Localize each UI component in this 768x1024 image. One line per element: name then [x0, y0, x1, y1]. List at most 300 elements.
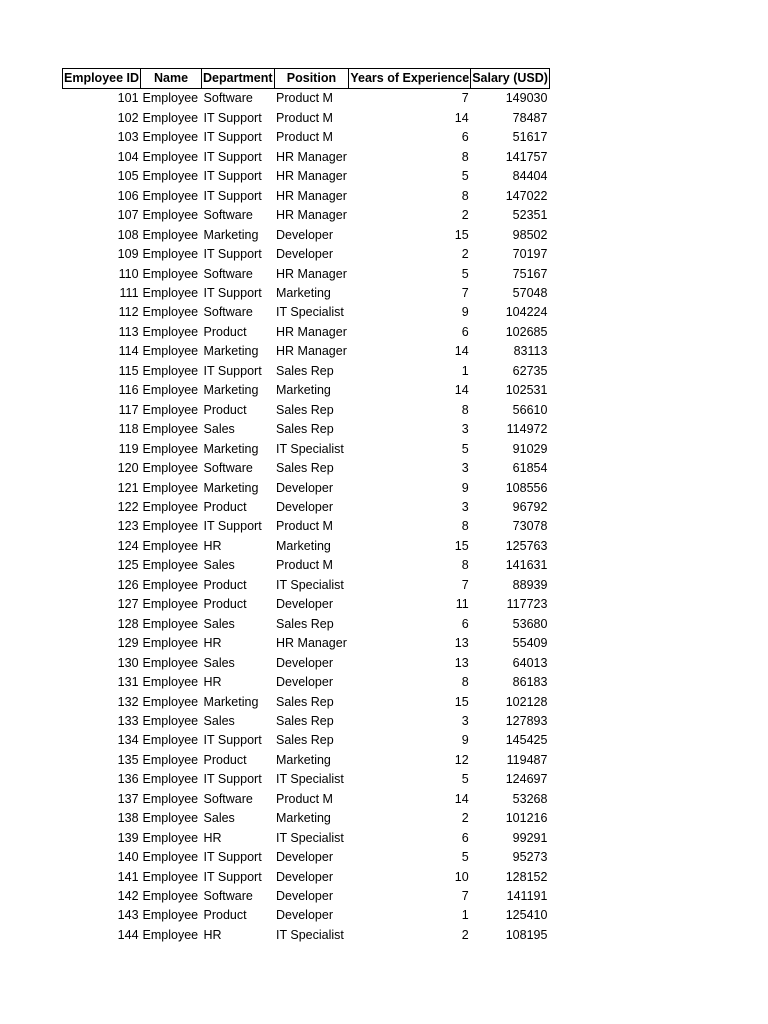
cell-employee-id[interactable]: 108	[117, 227, 139, 242]
table-row	[63, 537, 550, 556]
cell-employee-id[interactable]: 123	[117, 519, 139, 534]
cell-name[interactable]: Employee	[142, 305, 199, 320]
cell-name[interactable]: Employee	[142, 694, 199, 709]
cell-name[interactable]: Employee	[142, 285, 199, 300]
cell-position[interactable]: Sales Rep	[276, 713, 334, 728]
cell-years[interactable]: 3	[461, 713, 469, 728]
cell-years[interactable]: 1	[461, 363, 469, 378]
cell-department[interactable]: Marketing	[203, 344, 259, 359]
cell-position[interactable]: HR Manager	[276, 169, 347, 184]
cell-employee-id[interactable]: 106	[117, 188, 139, 203]
table-row	[63, 109, 550, 128]
cell-years[interactable]: 3	[461, 461, 469, 476]
header-employee-id[interactable]: Employee ID	[63, 69, 141, 89]
cell-name[interactable]: Employee	[142, 713, 199, 728]
cell-name[interactable]: Employee	[142, 655, 199, 670]
cell-salary[interactable]: 56610	[512, 402, 548, 417]
cell-department[interactable]: Product	[203, 597, 247, 612]
cell-position[interactable]: IT Specialist	[276, 577, 344, 592]
cell-position[interactable]: Developer	[276, 480, 333, 495]
cell-years[interactable]: 13	[454, 636, 469, 651]
table-row	[63, 654, 550, 673]
header-department[interactable]: Department	[202, 69, 274, 89]
cell-department[interactable]: Software	[203, 305, 253, 320]
cell-employee-id[interactable]: 125	[117, 558, 139, 573]
cell-salary[interactable]: 70197	[512, 247, 548, 262]
cell-position[interactable]: HR Manager	[276, 324, 347, 339]
cell-salary[interactable]: 57048	[512, 285, 548, 300]
cell-employee-id[interactable]: 116	[118, 383, 139, 398]
cell-salary[interactable]: 141191	[506, 889, 548, 904]
cell-name[interactable]: Employee	[142, 577, 199, 592]
cell-name[interactable]: Employee	[142, 266, 199, 281]
cell-years[interactable]: 14	[454, 383, 469, 398]
cell-department[interactable]: IT Support	[203, 519, 262, 534]
cell-years[interactable]: 1	[461, 908, 469, 923]
cell-employee-id[interactable]: 133	[117, 713, 139, 728]
cell-position[interactable]: IT Specialist	[276, 305, 344, 320]
table-row	[63, 693, 550, 712]
table-row	[63, 342, 550, 361]
cell-name[interactable]: Employee	[142, 538, 199, 553]
cell-employee-id[interactable]: 114	[118, 344, 139, 359]
cell-employee-id[interactable]: 107	[117, 208, 139, 223]
cell-department[interactable]: Software	[203, 889, 253, 904]
cell-name[interactable]: Employee	[142, 675, 199, 690]
cell-employee-id[interactable]: 136	[117, 772, 139, 787]
cell-years[interactable]: 15	[454, 538, 469, 553]
cell-salary[interactable]: 61854	[512, 461, 548, 476]
cell-employee-id[interactable]: 140	[117, 850, 139, 865]
cell-position[interactable]: HR Manager	[276, 149, 347, 164]
cell-employee-id[interactable]: 138	[117, 811, 139, 826]
cell-employee-id[interactable]: 109	[117, 247, 139, 262]
cell-employee-id[interactable]: 139	[117, 830, 139, 845]
cell-salary[interactable]: 98502	[512, 227, 548, 242]
cell-years[interactable]: 6	[461, 830, 469, 845]
cell-position[interactable]: Marketing	[276, 752, 331, 767]
cell-salary[interactable]: 145425	[505, 733, 548, 748]
cell-department[interactable]: IT Support	[203, 285, 262, 300]
cell-position[interactable]: Marketing	[276, 285, 331, 300]
cell-employee-id[interactable]: 121	[117, 480, 139, 495]
cell-department[interactable]: Sales	[203, 558, 235, 573]
cell-years[interactable]: 14	[454, 344, 469, 359]
cell-years[interactable]: 13	[454, 655, 469, 670]
cell-employee-id[interactable]: 110	[118, 266, 139, 281]
cell-department[interactable]: IT Support	[203, 188, 262, 203]
cell-department[interactable]: Sales	[203, 422, 235, 437]
cell-employee-id[interactable]: 113	[118, 324, 139, 339]
cell-name[interactable]: Employee	[142, 130, 199, 145]
cell-salary[interactable]: 125410	[505, 908, 548, 923]
cell-position[interactable]: Developer	[276, 499, 333, 514]
cell-name[interactable]: Employee	[142, 344, 199, 359]
cell-employee-id[interactable]: 122	[117, 499, 139, 514]
cell-name[interactable]: Employee	[142, 169, 199, 184]
cell-years[interactable]: 7	[461, 91, 469, 106]
cell-years[interactable]: 15	[454, 227, 469, 242]
cell-years[interactable]: 8	[461, 149, 469, 164]
table-row	[63, 401, 550, 420]
cell-position[interactable]: Sales Rep	[276, 694, 334, 709]
cell-department[interactable]: IT Support	[203, 169, 262, 184]
cell-years[interactable]: 5	[461, 266, 469, 281]
cell-years[interactable]: 15	[454, 694, 469, 709]
cell-employee-id[interactable]: 134	[117, 733, 139, 748]
cell-years[interactable]: 3	[461, 422, 469, 437]
cell-salary[interactable]: 147022	[505, 188, 548, 203]
cell-salary[interactable]: 102685	[505, 324, 548, 339]
cell-name[interactable]: Employee	[142, 461, 199, 476]
header-salary[interactable]: Salary (USD)	[471, 69, 550, 89]
cell-salary[interactable]: 73078	[512, 519, 548, 534]
cell-employee-id[interactable]: 103	[117, 130, 139, 145]
table-row	[63, 556, 550, 575]
cell-name[interactable]: Employee	[142, 908, 199, 923]
cell-department[interactable]: Software	[203, 461, 253, 476]
cell-name[interactable]: Employee	[142, 402, 199, 417]
cell-department[interactable]: HR	[203, 636, 222, 651]
table-row	[63, 906, 550, 925]
cell-employee-id[interactable]: 118	[118, 422, 139, 437]
cell-salary[interactable]: 114972	[506, 422, 548, 437]
cell-name[interactable]: Employee	[142, 791, 199, 806]
cell-position[interactable]: IT Specialist	[276, 830, 344, 845]
cell-position[interactable]: Sales Rep	[276, 616, 334, 631]
table-row	[63, 187, 550, 206]
cell-salary[interactable]: 101216	[505, 811, 548, 826]
cell-department[interactable]: Product	[203, 499, 247, 514]
cell-name[interactable]: Employee	[142, 363, 199, 378]
cell-employee-id[interactable]: 115	[118, 363, 139, 378]
cell-employee-id[interactable]: 119	[118, 441, 139, 456]
cell-years[interactable]: 9	[461, 733, 469, 748]
cell-department[interactable]: Software	[203, 266, 253, 281]
cell-position[interactable]: HR Manager	[276, 344, 347, 359]
cell-position[interactable]: IT Specialist	[276, 772, 344, 787]
cell-name[interactable]: Employee	[142, 188, 199, 203]
cell-department[interactable]: Marketing	[203, 694, 259, 709]
cell-position[interactable]: Developer	[276, 655, 333, 670]
cell-salary[interactable]: 108556	[505, 480, 548, 495]
cell-position[interactable]: HR Manager	[276, 266, 347, 281]
cell-position[interactable]: Sales Rep	[276, 461, 334, 476]
cell-salary[interactable]: 84404	[512, 169, 548, 184]
cell-position[interactable]: IT Specialist	[276, 927, 344, 942]
cell-employee-id[interactable]: 128	[117, 616, 139, 631]
cell-salary[interactable]: 51617	[512, 130, 548, 145]
table-row	[63, 829, 550, 848]
cell-employee-id[interactable]: 143	[117, 908, 139, 923]
cell-salary[interactable]: 53268	[512, 791, 548, 806]
cell-salary[interactable]: 128152	[505, 869, 548, 884]
cell-position[interactable]: HR Manager	[276, 208, 347, 223]
cell-position[interactable]: Product M	[276, 130, 333, 145]
cell-salary[interactable]: 55409	[512, 636, 548, 651]
cell-employee-id[interactable]: 111	[119, 285, 139, 300]
cell-department[interactable]: Product	[203, 908, 247, 923]
cell-salary[interactable]: 86183	[512, 675, 548, 690]
cell-employee-id[interactable]: 131	[117, 675, 139, 690]
cell-salary[interactable]: 104224	[505, 305, 548, 320]
cell-salary[interactable]: 53680	[512, 616, 548, 631]
table-row	[63, 809, 550, 828]
table-row	[63, 595, 550, 614]
table-row	[63, 245, 550, 264]
cell-years[interactable]: 8	[461, 519, 469, 534]
cell-position[interactable]: Developer	[276, 850, 333, 865]
cell-salary[interactable]: 64013	[512, 655, 548, 670]
cell-years[interactable]: 5	[461, 441, 469, 456]
cell-name[interactable]: Employee	[142, 597, 199, 612]
cell-position[interactable]: Sales Rep	[276, 402, 334, 417]
table-row	[63, 381, 550, 400]
cell-department[interactable]: Marketing	[203, 480, 259, 495]
header-name[interactable]: Name	[141, 69, 202, 89]
cell-years[interactable]: 14	[454, 110, 469, 125]
header-years-of-experience[interactable]: Years of Experience	[349, 69, 471, 89]
cell-position[interactable]: Marketing	[276, 538, 331, 553]
cell-employee-id[interactable]: 135	[117, 752, 139, 767]
cell-department[interactable]: Marketing	[203, 227, 259, 242]
cell-department[interactable]: IT Support	[203, 363, 262, 378]
cell-salary[interactable]: 102531	[505, 383, 548, 398]
cell-name[interactable]: Employee	[142, 499, 199, 514]
cell-name[interactable]: Employee	[142, 227, 199, 242]
cell-salary[interactable]: 96792	[512, 499, 548, 514]
table-row	[63, 731, 550, 750]
cell-position[interactable]: Marketing	[276, 811, 331, 826]
cell-position[interactable]: HR Manager	[276, 188, 347, 203]
cell-years[interactable]: 9	[461, 480, 469, 495]
cell-position[interactable]: Developer	[276, 908, 333, 923]
cell-employee-id[interactable]: 130	[117, 655, 139, 670]
cell-position[interactable]: Marketing	[276, 383, 331, 398]
cell-salary[interactable]: 127893	[505, 713, 548, 728]
cell-department[interactable]: Software	[203, 91, 253, 106]
cell-name[interactable]: Employee	[142, 869, 199, 884]
cell-position[interactable]: Sales Rep	[276, 422, 334, 437]
cell-position[interactable]: Product M	[276, 791, 333, 806]
cell-position[interactable]: Developer	[276, 889, 333, 904]
cell-department[interactable]: IT Support	[203, 247, 262, 262]
cell-employee-id[interactable]: 141	[117, 869, 139, 884]
cell-name[interactable]: Employee	[142, 772, 199, 787]
cell-employee-id[interactable]: 120	[117, 461, 139, 476]
cell-salary[interactable]: 75167	[512, 266, 548, 281]
cell-salary[interactable]: 95273	[512, 850, 548, 865]
cell-department[interactable]: Marketing	[203, 383, 259, 398]
cell-name[interactable]: Employee	[142, 149, 199, 164]
table-row	[63, 167, 550, 186]
cell-department[interactable]: Sales	[203, 616, 235, 631]
cell-employee-id[interactable]: 126	[117, 577, 139, 592]
cell-name[interactable]: Employee	[142, 422, 199, 437]
cell-salary[interactable]: 83113	[513, 344, 548, 359]
table-row	[63, 887, 550, 906]
cell-years[interactable]: 6	[461, 324, 469, 339]
cell-years[interactable]: 8	[461, 402, 469, 417]
cell-department[interactable]: IT Support	[203, 130, 262, 145]
cell-department[interactable]: HR	[203, 538, 222, 553]
cell-employee-id[interactable]: 127	[117, 597, 139, 612]
cell-salary[interactable]: 125763	[505, 538, 548, 553]
cell-years[interactable]: 3	[461, 499, 469, 514]
cell-name[interactable]: Employee	[142, 636, 199, 651]
table-row	[63, 89, 550, 109]
cell-department[interactable]: Sales	[203, 713, 235, 728]
cell-employee-id[interactable]: 101	[117, 91, 139, 106]
cell-name[interactable]: Employee	[142, 927, 199, 942]
cell-years[interactable]: 14	[454, 791, 469, 806]
cell-years[interactable]: 2	[461, 208, 469, 223]
cell-years[interactable]: 9	[461, 305, 469, 320]
cell-department[interactable]: Software	[203, 791, 253, 806]
cell-salary[interactable]: 108195	[505, 927, 548, 942]
cell-department[interactable]: Product	[203, 324, 247, 339]
cell-department[interactable]: IT Support	[203, 869, 262, 884]
cell-years[interactable]: 8	[461, 675, 469, 690]
cell-employee-id[interactable]: 105	[117, 169, 139, 184]
cell-department[interactable]: IT Support	[203, 110, 262, 125]
table-row	[63, 770, 550, 789]
table-row	[63, 790, 550, 809]
cell-years[interactable]: 5	[461, 850, 469, 865]
cell-name[interactable]: Employee	[142, 247, 199, 262]
cell-position[interactable]: Developer	[276, 675, 333, 690]
table-row	[63, 751, 550, 770]
cell-department[interactable]: IT Support	[203, 850, 262, 865]
cell-name[interactable]: Employee	[142, 208, 199, 223]
cell-years[interactable]: 5	[461, 169, 469, 184]
cell-department[interactable]: Sales	[203, 811, 235, 826]
table-row	[63, 148, 550, 167]
cell-position[interactable]: Product M	[276, 91, 333, 106]
cell-employee-id[interactable]: 144	[117, 927, 139, 942]
cell-years[interactable]: 8	[461, 558, 469, 573]
cell-salary[interactable]: 141631	[505, 558, 548, 573]
cell-salary[interactable]: 91029	[512, 441, 548, 456]
cell-salary[interactable]: 52351	[512, 208, 548, 223]
cell-name[interactable]: Employee	[142, 558, 199, 573]
table-row	[63, 206, 550, 225]
cell-position[interactable]: Product M	[276, 558, 333, 573]
cell-department[interactable]: Sales	[203, 655, 235, 670]
cell-years[interactable]: 11	[455, 597, 469, 612]
cell-salary[interactable]: 119487	[506, 752, 548, 767]
cell-salary[interactable]: 149030	[505, 91, 548, 106]
cell-years[interactable]: 2	[461, 811, 469, 826]
header-position[interactable]: Position	[274, 69, 349, 89]
cell-employee-id[interactable]: 124	[117, 538, 139, 553]
cell-position[interactable]: Sales Rep	[276, 733, 334, 748]
cell-name[interactable]: Employee	[142, 850, 199, 865]
cell-department[interactable]: Product	[203, 752, 247, 767]
cell-years[interactable]: 8	[461, 188, 469, 203]
cell-name[interactable]: Employee	[142, 889, 199, 904]
cell-position[interactable]: Developer	[276, 247, 333, 262]
table-row	[63, 673, 550, 692]
cell-name[interactable]: Employee	[142, 519, 199, 534]
cell-employee-id[interactable]: 117	[118, 402, 139, 417]
cell-years[interactable]: 10	[454, 869, 469, 884]
cell-years[interactable]: 5	[461, 772, 469, 787]
cell-position[interactable]: Product M	[276, 110, 333, 125]
cell-department[interactable]: HR	[203, 927, 222, 942]
cell-position[interactable]: Product M	[276, 519, 333, 534]
cell-department[interactable]: Product	[203, 402, 247, 417]
cell-employee-id[interactable]: 104	[117, 149, 139, 164]
cell-name[interactable]: Employee	[142, 441, 199, 456]
cell-name[interactable]: Employee	[142, 110, 199, 125]
cell-salary[interactable]: 88939	[512, 577, 548, 592]
cell-years[interactable]: 7	[461, 285, 469, 300]
table-row	[63, 440, 550, 459]
cell-name[interactable]: Employee	[142, 733, 199, 748]
cell-employee-id[interactable]: 112	[118, 305, 139, 320]
cell-salary[interactable]: 99291	[512, 830, 548, 845]
cell-employee-id[interactable]: 142	[117, 889, 139, 904]
cell-salary[interactable]: 141757	[505, 149, 548, 164]
cell-employee-id[interactable]: 132	[117, 694, 139, 709]
cell-employee-id[interactable]: 137	[117, 791, 139, 806]
cell-years[interactable]: 12	[454, 752, 469, 767]
cell-position[interactable]: Developer	[276, 869, 333, 884]
table-row	[63, 926, 550, 945]
header-row	[63, 69, 550, 89]
cell-department[interactable]: IT Support	[203, 733, 262, 748]
cell-salary[interactable]: 102128	[505, 694, 548, 709]
cell-salary[interactable]: 124697	[505, 772, 548, 787]
cell-name[interactable]: Employee	[142, 811, 199, 826]
cell-position[interactable]: HR Manager	[276, 636, 347, 651]
cell-employee-id[interactable]: 129	[117, 636, 139, 651]
table-row	[63, 498, 550, 517]
cell-salary[interactable]: 117723	[506, 597, 548, 612]
cell-department[interactable]: Marketing	[203, 441, 259, 456]
cell-years[interactable]: 7	[461, 889, 469, 904]
cell-name[interactable]: Employee	[142, 480, 199, 495]
cell-position[interactable]: IT Specialist	[276, 441, 344, 456]
cell-department[interactable]: IT Support	[203, 149, 262, 164]
cell-department[interactable]: HR	[203, 830, 222, 845]
cell-name[interactable]: Employee	[142, 383, 199, 398]
cell-years[interactable]: 2	[461, 927, 469, 942]
cell-name[interactable]: Employee	[142, 752, 199, 767]
cell-department[interactable]: Software	[203, 208, 253, 223]
cell-years[interactable]: 7	[461, 577, 469, 592]
cell-years[interactable]: 6	[461, 616, 469, 631]
cell-department[interactable]: HR	[203, 675, 222, 690]
cell-salary[interactable]: 78487	[512, 110, 548, 125]
cell-name[interactable]: Employee	[142, 616, 199, 631]
cell-department[interactable]: IT Support	[203, 772, 262, 787]
table-row	[63, 615, 550, 634]
cell-years[interactable]: 2	[461, 247, 469, 262]
cell-years[interactable]: 6	[461, 130, 469, 145]
cell-name[interactable]: Employee	[142, 324, 199, 339]
cell-name[interactable]: Employee	[142, 91, 199, 106]
cell-position[interactable]: Developer	[276, 597, 333, 612]
cell-position[interactable]: Developer	[276, 227, 333, 242]
cell-employee-id[interactable]: 102	[117, 110, 139, 125]
cell-department[interactable]: Product	[203, 577, 247, 592]
cell-name[interactable]: Employee	[142, 830, 199, 845]
cell-salary[interactable]: 62735	[512, 363, 548, 378]
table-row	[63, 265, 550, 284]
cell-position[interactable]: Sales Rep	[276, 363, 334, 378]
